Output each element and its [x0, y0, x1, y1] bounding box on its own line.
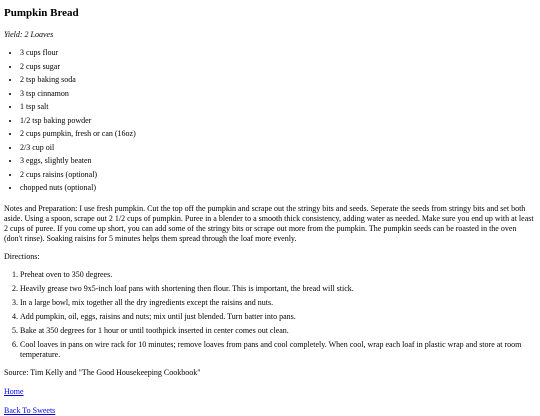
- directions-heading: Directions:: [4, 251, 40, 261]
- recipe-source: Source: Tim Kelly and "The Good Housekeeping Cookbook": [4, 367, 201, 377]
- ingredient-item: • 3 cups flour: [20, 48, 536, 62]
- home-link-row: [4, 387, 536, 397]
- home-link[interactable]: Home: [4, 386, 24, 396]
- ingredients-list: [4, 48, 536, 197]
- preparation-notes: Notes and Preparation: I use fresh pumpkin. Cut the top off the pumpkin and scrape out the stringy bits and seeds. Seperate the seeds from stringy bits and set both aside. Using a spoon, scrape out 2 1/2 cups of pumpkin. Puree in a blender to a smooth thick consistency, adding water as needed. Make sure you end up with at least 2 cups of puree. If you come up short, you can add some of the stringy bits or scrape out more from the pumpkin. The pumpkin seeds can be roasted in the oven (don't rinse). Soaking raisins for 5 minutes helps them spread through the loaf more evenly.: [4, 203, 534, 243]
- ingredient-item: • 1 tsp salt: [20, 102, 536, 116]
- direction-step: 1. Preheat oven to 350 degrees.: [20, 270, 536, 280]
- page-title: Pumpkin Bread: [4, 7, 79, 19]
- direction-step: 2. Heavily grease two 9x5-inch loaf pans with shortening then flour. This is important, the bread will stick.: [20, 284, 536, 294]
- ingredient-item: • 2 cups raisins (optional): [20, 170, 536, 184]
- back-to-sweets-link[interactable]: Back To Sweets: [4, 405, 56, 415]
- ingredient-item: • 2 tsp baking soda: [20, 75, 536, 89]
- ingredient-item: • 3 tsp cinnamon: [20, 89, 536, 103]
- direction-step: 5. Bake at 350 degrees for 1 hour or until toothpick inserted in center comes out clean.: [20, 326, 536, 336]
- direction-step: 4. Add pumpkin, oil, eggs, raisins and nuts; mix until just blended. Turn batter into pans.: [20, 312, 536, 322]
- direction-step: 6. Cool loaves in pans on wire rack for 10 minutes; remove loaves from pans and cool completely. When cool, wrap each loaf in plastic wrap and store at room temperature.: [20, 340, 536, 360]
- ingredient-item: • 2 cups pumpkin, fresh or can (16oz): [20, 129, 536, 143]
- back-link-row: [4, 406, 536, 416]
- ingredient-item: • 2/3 cup oil: [20, 143, 536, 157]
- ingredient-item: • 3 eggs, slightly beaten: [20, 156, 536, 170]
- ingredient-item: • chopped nuts (optional): [20, 183, 536, 197]
- direction-step: 3. In a large bowl, mix together all the dry ingredients except the raisins and nuts.: [20, 298, 536, 308]
- ingredient-item: • 1/2 tsp baking powder: [20, 116, 536, 130]
- recipe-yield: Yield: 2 Loaves: [4, 30, 54, 39]
- ingredient-item: • 2 cups sugar: [20, 62, 536, 76]
- directions-list: [4, 270, 536, 360]
